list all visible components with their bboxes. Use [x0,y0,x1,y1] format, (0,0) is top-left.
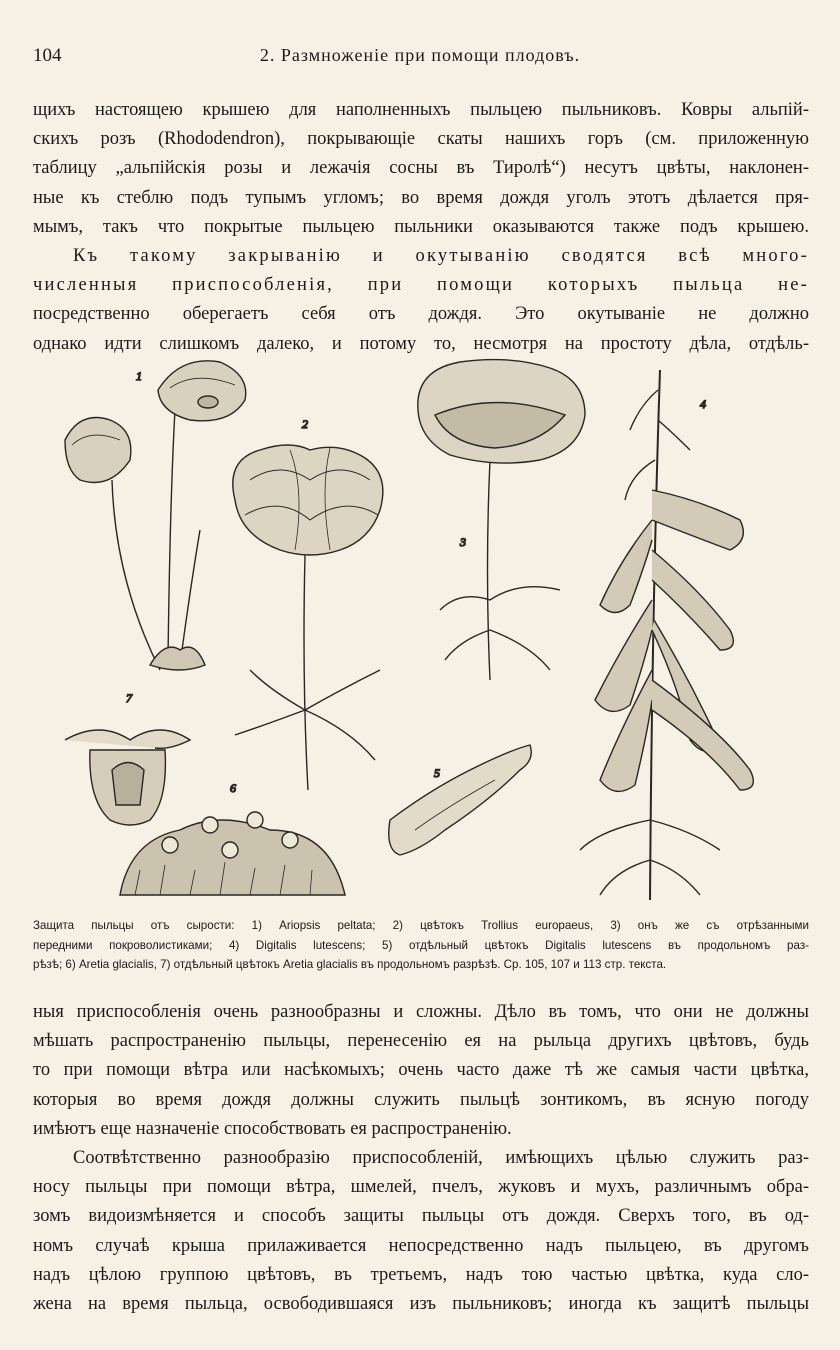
text-line: мѣшать распространенію пыльцы, перенесенію ея на рыльца другихъ цвѣтовъ, будь [33,1031,809,1052]
digitalis-section [389,745,532,855]
foxglove-flower [652,490,743,550]
caption-line: рѣзѣ; 6) Aretia glacialis, 7) отдѣльный цвѣтокъ Aretia glacialis въ продольномъ разрѣзѣ. Ср. 105, 107 и 113 стр. текста. [33,958,667,971]
trollius-plant [233,445,383,790]
caption-line: Защита пыльцы отъ сырости: 1) Ariopsis peltata; 2) цвѣтокъ Trollius europaeus, 3) онъ же съ отрѣзанными [33,919,809,932]
running-title: 2. Размноженіе при помощи плодовъ. [259,45,581,65]
caption-line: передними покроволистиками; 4) Digitalis lutescens; 5) отдѣльный цвѣтокъ Digitalis lutescens въ продольномъ раз- [33,938,809,952]
ovary [112,763,144,806]
text-line: однако идти слишкомъ далеко, и потому то, несмотря на простоту дѣла, отдѣль- [33,333,809,354]
stem [488,460,491,680]
digitalis-plant [580,370,753,900]
spathe [198,396,218,408]
text-line: то при помощи вѣтра или насѣкомыхъ; очень часто даже тѣ же самыя части цвѣтка, [33,1060,809,1081]
peltate-leaf [65,418,131,483]
figure-label-7: 7 [126,691,132,705]
basal-leaves [150,647,205,670]
text-line: Соотвѣтственно разнообразію приспособленій, имѣющихъ цѣлью служить раз- [73,1148,809,1169]
small-flower [247,812,263,828]
foxglove-flower [652,550,733,650]
trollius-cut-plant [418,360,585,680]
text-line: численныя приспособленія, при помощи которыхъ пыльца не- [33,275,809,296]
leaf-stalk [168,410,175,660]
text-line: которыя во время дождя должны служить пыльцѣ зонтикомъ, въ ясную погоду [33,1089,809,1110]
text-line: щихъ настоящею крышею для наполненныхъ пыльцею пыльниковъ. Ковры альпій- [33,100,809,120]
text-line: ныя приспособленія очень разнообразны и сложны. Дѣло въ томъ, что они не должны [33,1002,809,1022]
text-line: мымъ, такъ что покрытые пыльцею пыльники оказываются также подъ крышею. [33,216,809,237]
aretia-cushion [120,812,345,895]
figure-label-5: 5 [434,766,440,780]
text-line: жена на время пыльца, освободившаяся изъ пыльниковъ; иногда къ защитѣ пыльцы [33,1294,809,1315]
body-text-top [33,96,809,359]
stem-leaves [440,587,560,670]
small-flower [162,837,178,853]
figure-label-1: 1 [136,369,142,383]
text-line: ные къ стеблю подъ тупымъ угломъ; во время дождя уголъ этотъ дѣлается пря- [33,187,809,208]
illustration-svg [40,350,810,910]
peltate-leaf [158,361,246,421]
text-line: носу пыльцы при помощи вѣтра, шмелей, пчелъ, жуковъ и мухъ, различнымъ обра- [33,1177,809,1198]
text-line: скихъ розъ (Rhododendron), покрывающіе скаты нашихъ горъ (см. приложенную [33,129,809,150]
text-line: зомъ видоизмѣняется и способъ защиты пыльцы отъ дождя. Сверхъ того, въ од- [33,1206,809,1227]
text-line: надъ цѣлою группою цвѣтовъ, въ третьемъ, надъ тою частью цвѣтка, куда сло- [33,1264,809,1285]
body-text-bottom [33,998,809,1319]
page-header [33,45,807,75]
figure-label-4: 4 [700,397,706,411]
text-line: имѣютъ еще назначеніе способствовать ея распространенію. [33,1118,512,1139]
flower-stalk [180,530,200,665]
page-number: 104 [33,45,62,66]
figure-label-2: 2 [302,417,308,431]
text-line: номъ случаѣ крыша прилаживается непосредственно надъ пыльцею, въ другомъ [33,1235,809,1256]
small-flower [222,842,238,858]
stem [304,555,308,790]
figure-label-3: 3 [460,535,466,549]
small-flower [202,817,218,833]
foxglove-flower [600,520,652,613]
stem-leaves [235,670,380,760]
figure-label-6: 6 [230,781,236,795]
text-line: посредственно оберегаетъ себя отъ дождя. Это окутываніе не должно [33,304,809,325]
text-line: таблицу „альпійскія розы и лежачія сосны въ Тиролѣ“) несутъ цвѣты, наклонен- [33,158,809,179]
small-flower [282,832,298,848]
globe-flower [233,445,383,555]
botanical-illustration [40,350,810,910]
flower-lobes [65,730,190,748]
text-line: Къ такому закрыванію и окутыванію сводятся всѣ много- [73,246,809,267]
figure-caption [33,916,809,975]
aretia-section [65,730,190,825]
foxglove-flower [652,680,753,790]
leaf-stalk [112,480,160,670]
